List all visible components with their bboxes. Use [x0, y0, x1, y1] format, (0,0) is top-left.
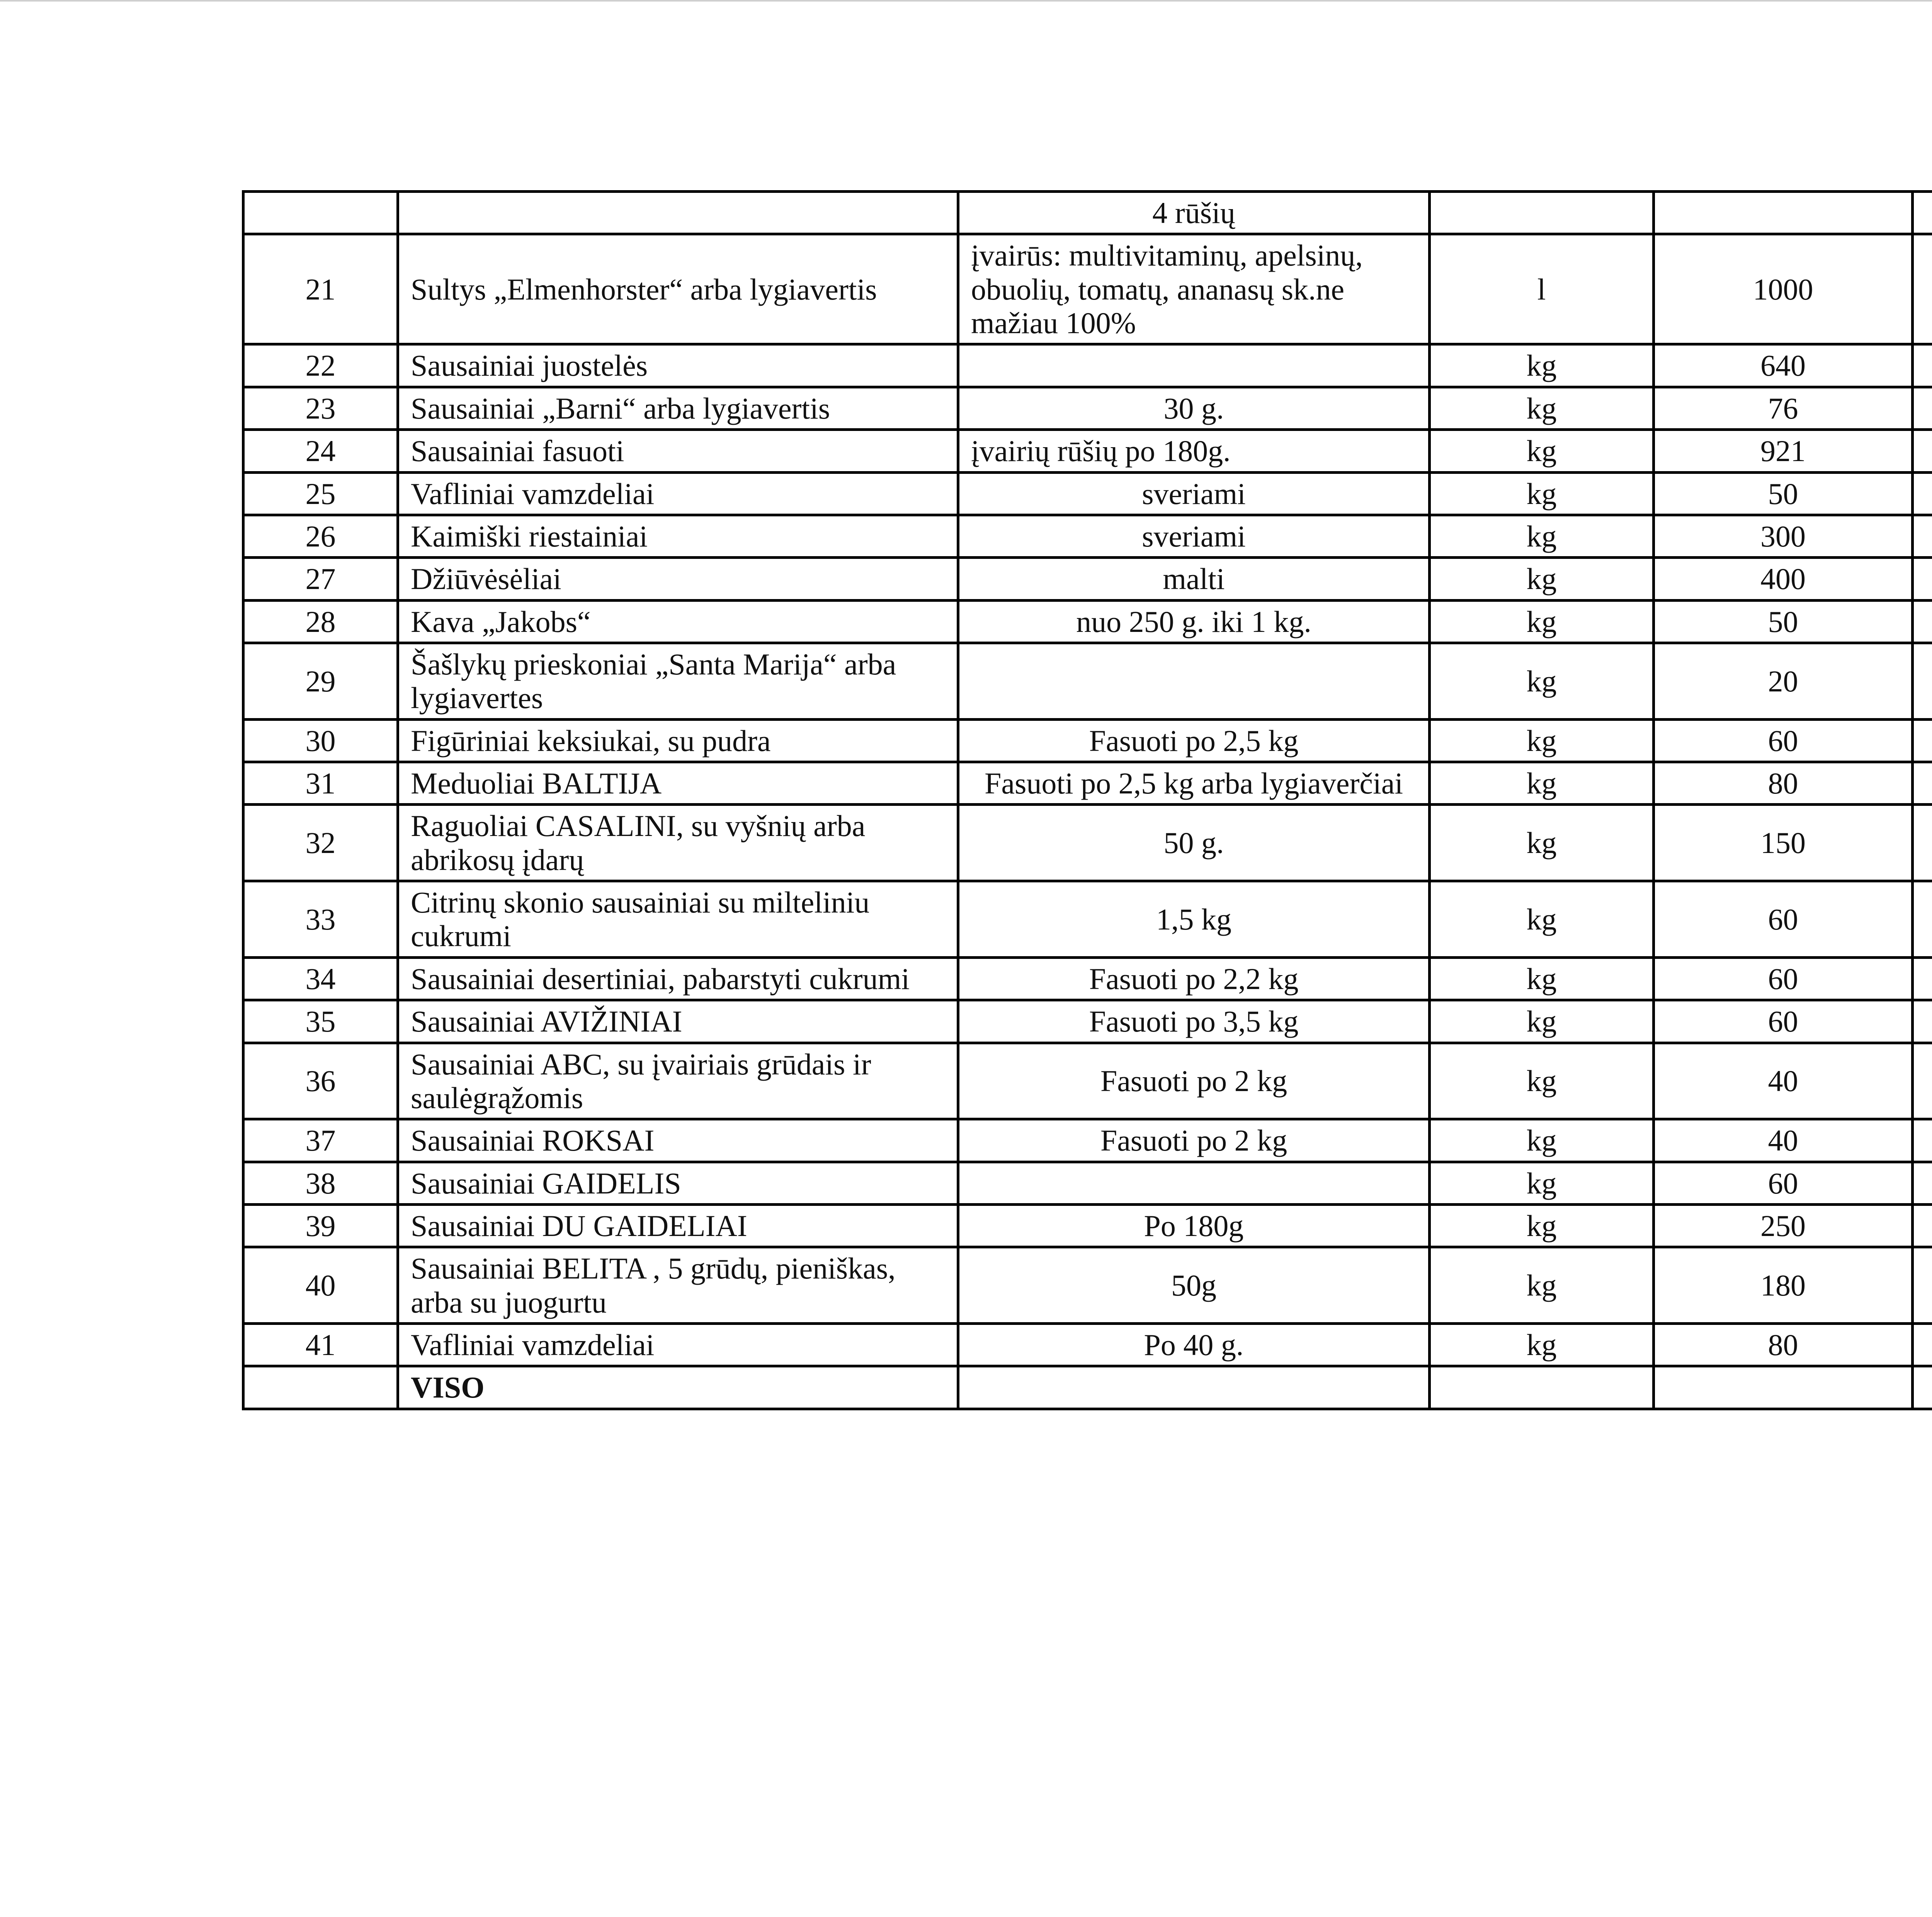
quantity-cell: 50 [1654, 600, 1913, 643]
table-row [243, 1247, 1932, 1324]
unit-cell: kg [1430, 1043, 1654, 1119]
summary-label: VISO [398, 1366, 958, 1409]
item-description: įvairių rūšių po 180g. [958, 430, 1430, 472]
row-number: 24 [243, 430, 398, 472]
unit-cell: kg [1430, 472, 1654, 515]
row-number [243, 192, 398, 234]
scan-top-edge [0, 0, 1932, 2]
unit-price-cell [1913, 1119, 1932, 1162]
unit-cell: kg [1430, 1000, 1654, 1043]
row-number: 40 [243, 1247, 398, 1324]
unit-cell: kg [1430, 515, 1654, 557]
item-description: 4 rūšių [958, 192, 1430, 234]
item-name: Sausainiai ROKSAI [398, 1119, 958, 1162]
item-description: Fasuoti po 2,2 kg [958, 957, 1430, 1000]
item-description: Po 180g [958, 1204, 1430, 1247]
table-row [243, 472, 1932, 515]
table-row [243, 192, 1932, 234]
table-row [243, 1162, 1932, 1204]
quantity-cell: 300 [1654, 515, 1913, 557]
unit-price-cell [1913, 1162, 1932, 1204]
item-name: Sausainiai desertiniai, pabarstyti cukrumi [398, 957, 958, 1000]
item-description: Fasuoti po 2 kg [958, 1119, 1430, 1162]
unit-price-cell [1913, 1204, 1932, 1247]
row-number: 36 [243, 1043, 398, 1119]
item-name: Sausainiai BELITA , 5 grūdų, pieniškas, arba su juogurtu [398, 1247, 958, 1324]
summary-row [243, 1366, 1932, 1409]
quantity-cell: 40 [1654, 1043, 1913, 1119]
table-row [243, 1043, 1932, 1119]
row-number: 32 [243, 805, 398, 881]
unit-cell [1430, 192, 1654, 234]
item-description: nuo 250 g. iki 1 kg. [958, 600, 1430, 643]
unit-cell: kg [1430, 344, 1654, 387]
table-row [243, 1000, 1932, 1043]
item-name: Džiūvėsėliai [398, 558, 958, 600]
table-row [243, 805, 1932, 881]
row-number: 37 [243, 1119, 398, 1162]
row-number: 34 [243, 957, 398, 1000]
table-row [243, 600, 1932, 643]
table-row [243, 881, 1932, 958]
item-name [398, 192, 958, 234]
unit-price-cell [1913, 192, 1932, 234]
item-name: Sausainiai fasuoti [398, 430, 958, 472]
table-row [243, 430, 1932, 472]
unit-price-cell [1913, 719, 1932, 762]
quantity-cell: 400 [1654, 558, 1913, 600]
unit-price-cell [1913, 430, 1932, 472]
item-description: įvairūs: multivitaminų, apelsinų, obuolių, tomatų, ananasų sk.ne mažiau 100% [958, 234, 1430, 344]
unit-price-cell [1913, 472, 1932, 515]
price-table [242, 190, 1932, 1410]
quantity-cell: 60 [1654, 1000, 1913, 1043]
item-description: 50 g. [958, 805, 1430, 881]
table-row [243, 558, 1932, 600]
unit-price-cell [1913, 1324, 1932, 1366]
unit-price-cell [1913, 762, 1932, 805]
summary-nr-cell [243, 1366, 398, 1409]
quantity-cell: 60 [1654, 957, 1913, 1000]
quantity-cell: 180 [1654, 1247, 1913, 1324]
item-name: Raguoliai CASALINI, su vyšnių arba abrikosų įdarų [398, 805, 958, 881]
item-name: Sausainiai „Barni“ arba lygiavertis [398, 387, 958, 429]
item-description [958, 643, 1430, 719]
quantity-cell: 80 [1654, 762, 1913, 805]
quantity-cell: 250 [1654, 1204, 1913, 1247]
quantity-cell: 20 [1654, 643, 1913, 719]
quantity-cell: 80 [1654, 1324, 1913, 1366]
item-name: Kava „Jakobs“ [398, 600, 958, 643]
table-row [243, 387, 1932, 429]
quantity-cell: 76 [1654, 387, 1913, 429]
item-name: Vafliniai vamzdeliai [398, 1324, 958, 1366]
unit-cell: kg [1430, 600, 1654, 643]
unit-cell: kg [1430, 558, 1654, 600]
unit-price-cell [1913, 600, 1932, 643]
quantity-cell: 50 [1654, 472, 1913, 515]
table-row [243, 643, 1932, 719]
unit-cell: kg [1430, 881, 1654, 958]
item-name: Sausainiai ABC, su įvairiais grūdais ir saulėgrąžomis [398, 1043, 958, 1119]
item-description: sveriami [958, 472, 1430, 515]
item-name: Figūriniai keksiukai, su pudra [398, 719, 958, 762]
unit-cell: kg [1430, 643, 1654, 719]
item-description: 1,5 kg [958, 881, 1430, 958]
item-description: Fasuoti po 2,5 kg [958, 719, 1430, 762]
item-name: Sultys „Elmenhorster“ arba lygiavertis [398, 234, 958, 344]
item-name: Sausainiai GAIDELIS [398, 1162, 958, 1204]
quantity-cell: 60 [1654, 1162, 1913, 1204]
item-description: 30 g. [958, 387, 1430, 429]
quantity-cell: 60 [1654, 719, 1913, 762]
unit-cell: kg [1430, 719, 1654, 762]
row-number: 38 [243, 1162, 398, 1204]
quantity-cell: 40 [1654, 1119, 1913, 1162]
unit-price-cell [1913, 387, 1932, 429]
unit-cell: kg [1430, 1119, 1654, 1162]
unit-price-cell [1913, 1043, 1932, 1119]
unit-price-cell [1913, 881, 1932, 958]
unit-price-cell [1913, 344, 1932, 387]
item-description: 50g [958, 1247, 1430, 1324]
table-row [243, 1204, 1932, 1247]
row-number: 39 [243, 1204, 398, 1247]
item-description: Fasuoti po 2,5 kg arba lygiaverčiai [958, 762, 1430, 805]
unit-cell: kg [1430, 1162, 1654, 1204]
unit-price-cell [1913, 515, 1932, 557]
item-name: Šašlykų prieskoniai „Santa Marija“ arba lygiavertes [398, 643, 958, 719]
quantity-cell: 150 [1654, 805, 1913, 881]
row-number: 30 [243, 719, 398, 762]
table-row [243, 719, 1932, 762]
row-number: 27 [243, 558, 398, 600]
table-row [243, 344, 1932, 387]
item-description: malti [958, 558, 1430, 600]
unit-cell: kg [1430, 762, 1654, 805]
row-number: 28 [243, 600, 398, 643]
row-number: 26 [243, 515, 398, 557]
quantity-cell [1654, 192, 1913, 234]
row-number: 25 [243, 472, 398, 515]
item-name: Sausainiai DU GAIDELIAI [398, 1204, 958, 1247]
unit-price-cell [1913, 805, 1932, 881]
unit-price-cell [1913, 1247, 1932, 1324]
row-number: 21 [243, 234, 398, 344]
item-description: Fasuoti po 3,5 kg [958, 1000, 1430, 1043]
table-row [243, 957, 1932, 1000]
table-row [243, 1324, 1932, 1366]
row-number: 35 [243, 1000, 398, 1043]
table-body [243, 192, 1932, 1366]
table-row [243, 515, 1932, 557]
item-name: Meduoliai BALTIJA [398, 762, 958, 805]
table-row [243, 234, 1932, 344]
row-number: 41 [243, 1324, 398, 1366]
item-name: Sausainiai AVIŽINIAI [398, 1000, 958, 1043]
unit-cell: kg [1430, 1324, 1654, 1366]
quantity-cell: 1000 [1654, 234, 1913, 344]
table-row [243, 762, 1932, 805]
item-name: Vafliniai vamzdeliai [398, 472, 958, 515]
item-description: sveriami [958, 515, 1430, 557]
item-description [958, 344, 1430, 387]
unit-cell: kg [1430, 957, 1654, 1000]
unit-cell: kg [1430, 430, 1654, 472]
unit-cell: kg [1430, 1247, 1654, 1324]
unit-cell: kg [1430, 387, 1654, 429]
unit-price-cell [1913, 643, 1932, 719]
unit-price-cell [1913, 234, 1932, 344]
quantity-cell: 921 [1654, 430, 1913, 472]
unit-price-cell [1913, 957, 1932, 1000]
item-description: Po 40 g. [958, 1324, 1430, 1366]
row-number: 23 [243, 387, 398, 429]
unit-cell: l [1430, 234, 1654, 344]
item-description: Fasuoti po 2 kg [958, 1043, 1430, 1119]
row-number: 22 [243, 344, 398, 387]
item-name: Citrinų skonio sausainiai su milteliniu cukrumi [398, 881, 958, 958]
unit-price-cell [1913, 558, 1932, 600]
unit-cell: kg [1430, 805, 1654, 881]
item-name: Kaimiški riestainiai [398, 515, 958, 557]
quantity-cell: 60 [1654, 881, 1913, 958]
table-row [243, 1119, 1932, 1162]
row-number: 33 [243, 881, 398, 958]
quantity-cell: 640 [1654, 344, 1913, 387]
row-number: 29 [243, 643, 398, 719]
row-number: 31 [243, 762, 398, 805]
unit-cell: kg [1430, 1204, 1654, 1247]
unit-price-cell [1913, 1000, 1932, 1043]
item-description [958, 1162, 1430, 1204]
item-name: Sausainiai juostelės [398, 344, 958, 387]
